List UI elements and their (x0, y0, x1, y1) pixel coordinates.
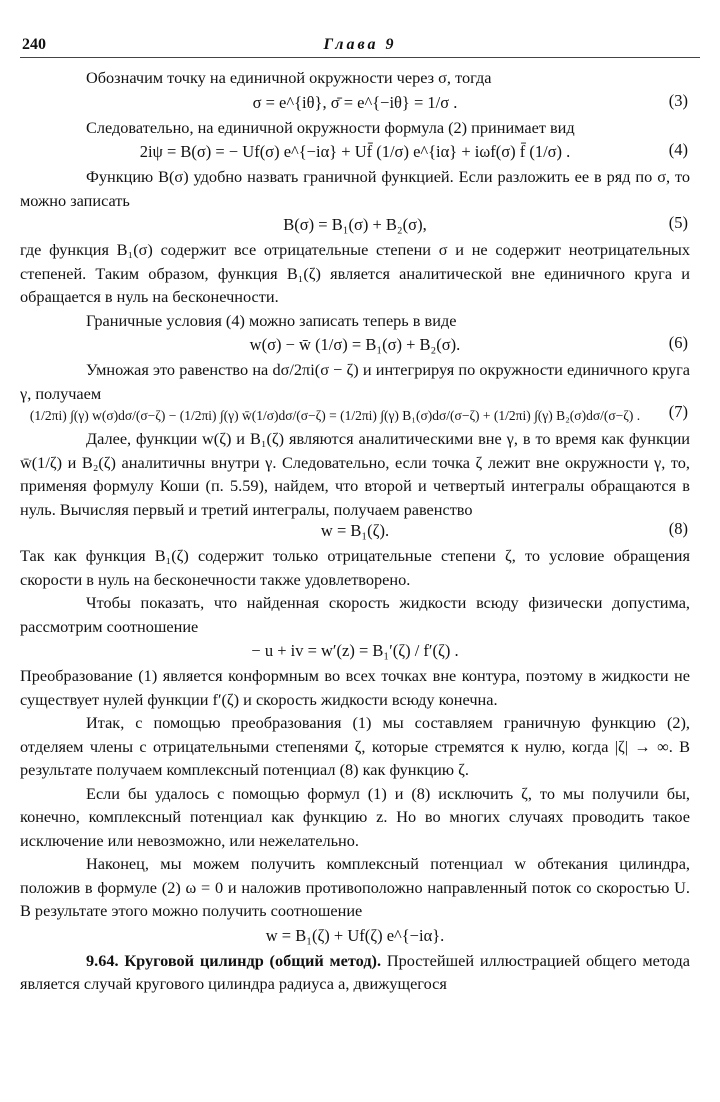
section-text: Простейшей иллюстрацией общего метода является случай кругового цилиндра радиуса a, движущегося (20, 950, 690, 993)
paragraph: Преобразование (1) является конформным во всех точках вне контура, поэтому в жидкости не существует нулей функции f′(ζ) и скорость жидкости всюду конечна. (20, 666, 690, 709)
equation-number: (3) (668, 90, 688, 110)
paragraph: Если бы удалось с помощью формул (1) и (8) исключить ζ, то мы получили бы, конечно, комплексный потенциал как функцию z. Но во многих случаях проводить такое исключение или невозможно, или нежелательно. (20, 783, 690, 850)
equation-number: (8) (668, 519, 688, 538)
equation-number: (7) (668, 402, 688, 421)
paragraph: Следовательно, на единичной окружности формула (2) принимает вид (86, 117, 575, 137)
header-rule (20, 57, 700, 58)
equation-text: w(σ) − w̄ (1/σ) = B₁(σ) + B₂(σ). (249, 335, 461, 354)
equation-5 (20, 215, 690, 235)
equation-number: (6) (668, 333, 688, 352)
paragraph: Умножая это равенство на dσ/2πi(σ − ζ) и интегрируя по окружности единичного круга γ, получаем (20, 360, 690, 403)
equation-6 (20, 335, 690, 355)
paragraph: Итак, с помощью преобразования (1) мы составляем граничную функцию (2), отделяем члены с отрицательными степенями ζ, которые стремятся к нулю, когда |ζ| → ∞. В результате получаем комплексный потенциал (8) как функцию ζ. (20, 713, 690, 779)
equation-4 (20, 142, 690, 162)
equation-number: (4) (668, 140, 688, 159)
section-paragraph (20, 949, 690, 996)
page-number: 240 (22, 36, 46, 53)
equation-text: w = B₁(ζ) + Uf(ζ) e^{−iα}. (265, 925, 445, 945)
equation-text: 2iψ = B(σ) = − Uf(σ) e^{−iα} + Uf̄ (1/σ) e^{iα} + iωf(σ) f̄ (1/σ) . (139, 142, 571, 161)
paragraph: Функцию B(σ) удобно назвать граничной функцией. Если разложить ее в ряд по σ, то можно записать (20, 167, 690, 210)
equation-text: σ = e^{iθ}, σ̄ = e^{−iθ} = 1/σ . (252, 92, 458, 112)
paragraph: Наконец, мы можем получить комплексный потенциал w обтекания цилиндра, положив в формуле (2) ω = 0 и наложив противоположно направленный поток со скоростью U. В результате этого можно получить соотношение (20, 854, 690, 920)
section-heading: 9.64. Круговой цилиндр (общий метод). (86, 950, 382, 970)
paragraph: где функция B₁(σ) содержит все отрицательные степени σ и не содержит неотрицательных степеней. Таким образом, функция B₁(ζ) является аналитической вне единичного круга и обращается в нуль на бесконечности. (20, 240, 690, 306)
equation-text: B(σ) = B₁(σ) + B₂(σ), (283, 215, 427, 234)
page-header (20, 36, 700, 58)
equation-number: (5) (668, 213, 688, 232)
equation-velocity (20, 641, 690, 661)
chapter-title: Глава 9 (323, 36, 397, 53)
equation-3 (20, 90, 690, 113)
paragraph: Граничные условия (4) можно записать теперь в виде (86, 310, 457, 330)
equation-7 (20, 402, 690, 424)
equation-potential (20, 926, 690, 946)
equation-text: − u + iv = w′(z) = B₁′(ζ) / f′(ζ) . (251, 641, 459, 660)
paragraph: Так как функция B₁(ζ) содержит только отрицательные степени ζ, то условие обращения скорости в нуль на бесконечности также удовлетворено. (20, 546, 690, 589)
paragraph: Далее, функции w(ζ) и B₁(ζ) являются аналитическими вне γ, в то время как функции w̄(1/ζ) и B₂(ζ) аналитичны внутри γ. Следовательно, если точка ζ лежит вне окружности γ, то, применяя формулу Коши (п. 5.59), найдем, что второй и четвертый интегралы обращаются в нуль. Вычисляя первый и третий интегралы, получаем равенство (20, 429, 690, 519)
equation-8 (20, 521, 690, 541)
equation-text: (1/2πi) ∫(γ) w(σ)dσ/(σ−ζ) − (1/2πi) ∫(γ) w̄(1/σ)dσ/(σ−ζ) = (1/2πi) ∫(γ) B₁(σ)dσ/(σ−ζ) + (1/2πi) ∫(γ) B₂(σ)dσ/(σ−ζ) . (29, 408, 641, 423)
paragraph: Обозначим точку на единичной окружности через σ, тогда (86, 68, 492, 87)
equation-text: w = B₁(ζ). (320, 521, 390, 540)
page-body (20, 66, 690, 996)
paragraph: Чтобы показать, что найденная скорость жидкости всюду физически допустима, рассмотрим соотношение (20, 593, 690, 636)
